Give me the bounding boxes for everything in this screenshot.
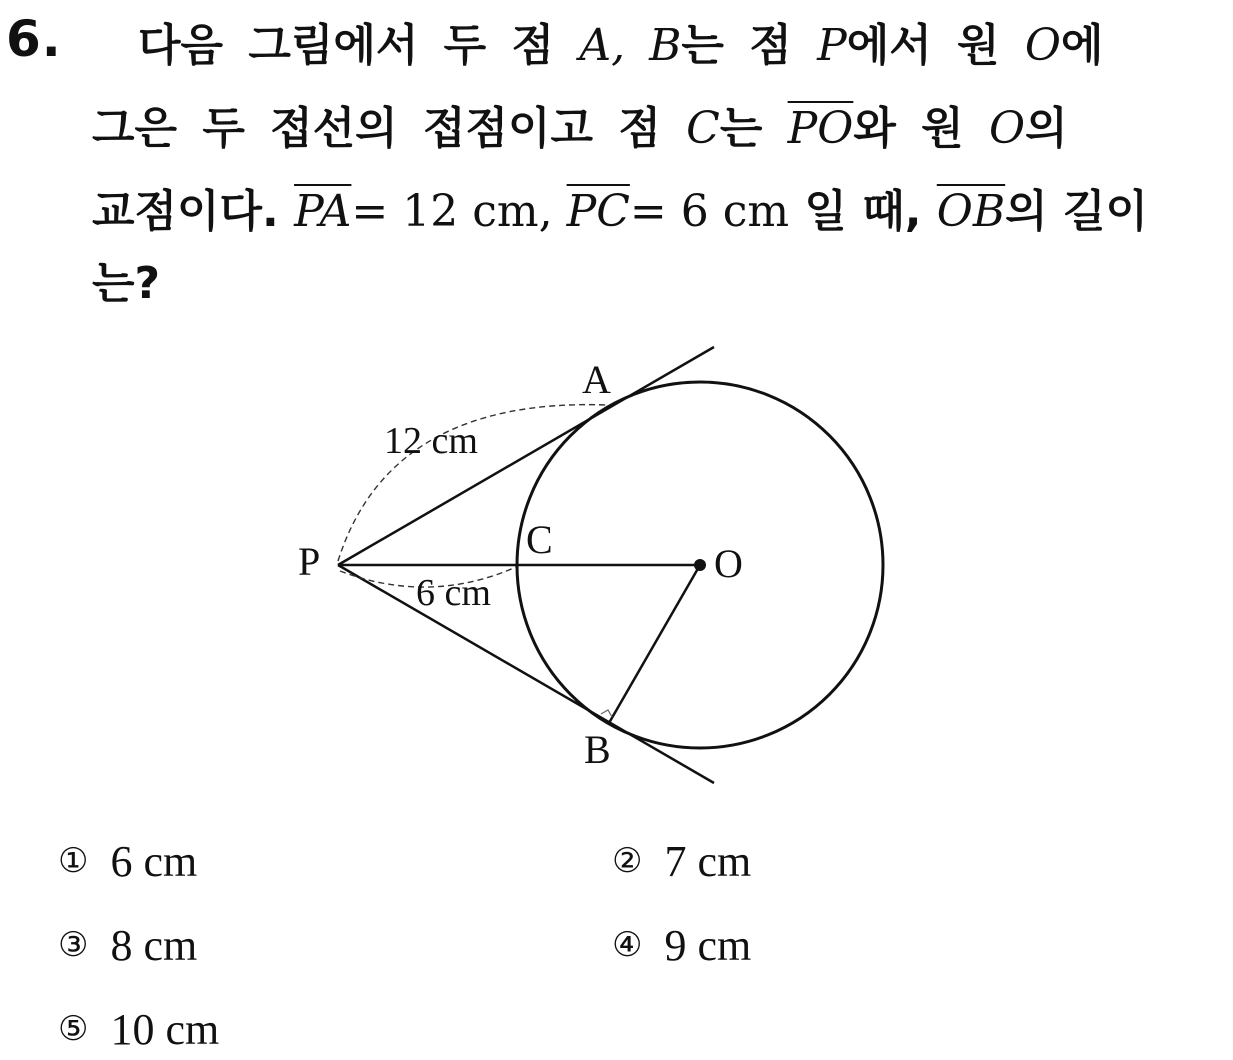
choice-number: ③: [58, 925, 89, 965]
segment-ob: $\overline{OB}$: [936, 186, 1006, 237]
question-number: 6.: [6, 10, 62, 68]
choice-number: ①: [58, 841, 89, 881]
choice-5[interactable]: [58, 1004, 219, 1055]
pa-length: = 12 cm: [351, 186, 539, 237]
choice-number: ⑤: [58, 1009, 89, 1049]
choice-text: 10 cm: [110, 1005, 220, 1054]
text: 는: [719, 103, 788, 154]
text: 와 원: [853, 103, 989, 154]
question-line-3: [92, 186, 1149, 237]
comma: ,: [611, 20, 650, 71]
tangent-line-pb: [338, 565, 714, 783]
choice-1[interactable]: [58, 836, 197, 887]
text: 의: [1025, 103, 1068, 154]
text: 일 때,: [789, 186, 937, 237]
text: 에: [1060, 20, 1104, 71]
label-a: A: [582, 357, 611, 402]
measure-label-pa: 12 cm: [384, 420, 478, 462]
label-o: O: [714, 541, 743, 586]
choice-3[interactable]: [58, 920, 197, 971]
question-line-1: [138, 20, 1104, 71]
text: 그은 두 접선의 접점이고 점: [92, 103, 687, 154]
point-c-ref: C: [686, 103, 720, 154]
text: 교점이다.: [92, 186, 295, 237]
label-c: C: [526, 517, 553, 562]
choice-text: 7 cm: [664, 837, 752, 886]
text: 다음 그림에서 두 점: [138, 20, 580, 71]
choice-text: 9 cm: [664, 921, 752, 970]
radius-ob: [609, 565, 700, 723]
circle-o-ref: O: [988, 103, 1026, 154]
text: 의 길이: [1005, 186, 1149, 237]
question-line-4: 는?: [92, 258, 161, 309]
segment-pa: $\overline{PA}$: [294, 186, 352, 237]
segment-po: $\overline{PO}$: [787, 103, 854, 154]
choice-number: ②: [612, 841, 643, 881]
segment-pc: $\overline{PC}$: [566, 186, 630, 237]
point-b-ref: B: [649, 20, 682, 71]
choice-text: 6 cm: [110, 837, 198, 886]
center-point: [694, 559, 706, 571]
choice-text: 8 cm: [110, 921, 198, 970]
question-line-2: [92, 103, 1068, 154]
right-angle-mark: [601, 710, 612, 717]
label-b: B: [584, 727, 611, 772]
point-a-ref: A: [579, 20, 612, 71]
comma: ,: [538, 186, 567, 237]
choice-number: ④: [612, 925, 643, 965]
choice-2[interactable]: [612, 836, 751, 887]
measure-label-pc: 6 cm: [416, 572, 491, 614]
pc-length: = 6 cm: [629, 186, 790, 237]
choice-4[interactable]: [612, 920, 751, 971]
text: 에서 원: [846, 20, 1025, 71]
circle-o-ref: O: [1024, 20, 1061, 71]
text: 는 점: [681, 20, 818, 71]
point-p-ref: P: [817, 20, 847, 71]
label-p: P: [298, 539, 321, 584]
geometry-figure: [290, 335, 910, 795]
